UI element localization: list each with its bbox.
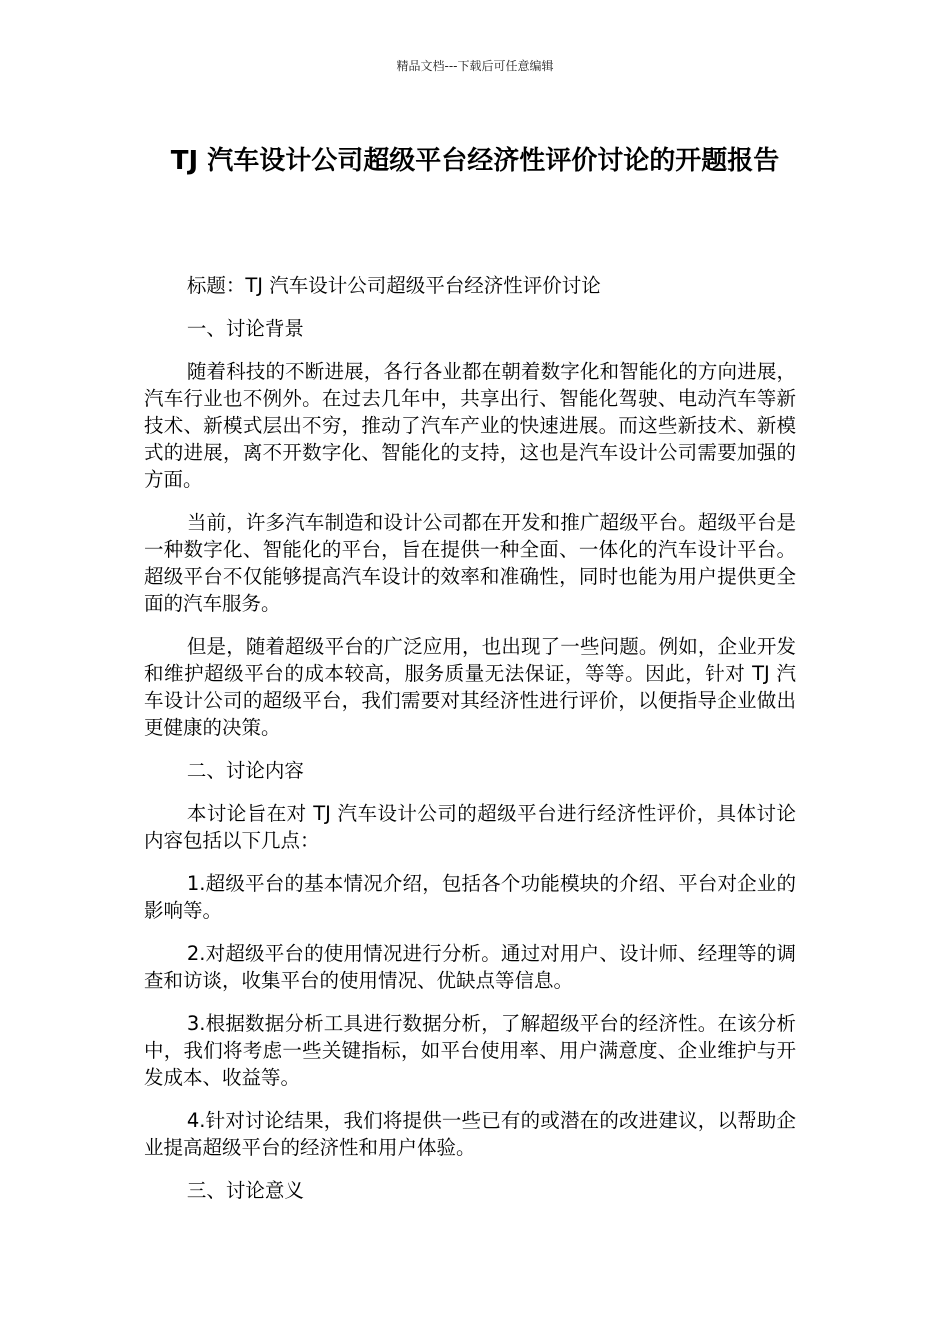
document-body xyxy=(144,272,796,1220)
subject-line: 标题：TJ 汽车设计公司超级平台经济性评价讨论 xyxy=(186,274,601,297)
section-heading-significance: 三、讨论意义 xyxy=(186,1179,304,1202)
list-item: 2.对超级平台的使用情况进行分析。通过对用户、设计师、经理等的调查和访谈，收集平台的使用情况、优缺点等信息。 xyxy=(144,942,796,992)
section-heading-background: 一、讨论背景 xyxy=(186,317,304,340)
list-item: 3.根据数据分析工具进行数据分析，了解超级平台的经济性。在该分析中，我们将考虑一些关键指标，如平台使用率、用户满意度、企业维护与开发成本、收益等。 xyxy=(144,1012,796,1089)
list-item: 1.超级平台的基本情况介绍，包括各个功能模块的介绍、平台对企业的影响等。 xyxy=(144,872,796,922)
list-item: 4.针对讨论结果，我们将提供一些已有的或潜在的改进建议，以帮助企业提高超级平台的经济性和用户体验。 xyxy=(144,1109,796,1159)
paragraph: 本讨论旨在对 TJ 汽车设计公司的超级平台进行经济性评价，具体讨论内容包括以下几点： xyxy=(144,802,796,852)
paragraph: 当前，许多汽车制造和设计公司都在开发和推广超级平台。超级平台是一种数字化、智能化的平台，旨在提供一种全面、一体化的汽车设计平台。超级平台不仅能够提高汽车设计的效率和准确性，同时也能为用户提供更全面的汽车服务。 xyxy=(144,511,796,615)
section-heading-content: 二、讨论内容 xyxy=(186,759,304,782)
paragraph: 随着科技的不断进展，各行各业都在朝着数字化和智能化的方向进展，汽车行业也不例外。在过去几年中，共享出行、智能化驾驶、电动汽车等新技术、新模式层出不穷，推动了汽车产业的快速进展。而这些新技术、新模式的进展，离不开数字化、智能化的支持，这也是汽车设计公司需要加强的方面。 xyxy=(144,360,796,491)
page-header: 精品文档---下载后可任意编辑 xyxy=(396,59,554,73)
document-title: TJ 汽车设计公司超级平台经济性评价讨论的开题报告 xyxy=(170,146,780,176)
paragraph: 但是，随着超级平台的广泛应用，也出现了一些问题。例如，企业开发和维护超级平台的成本较高，服务质量无法保证，等等。因此，针对 TJ 汽车设计公司的超级平台，我们需要对其经济性进行评价，以便指导企业做出更健康的决策。 xyxy=(144,635,796,739)
